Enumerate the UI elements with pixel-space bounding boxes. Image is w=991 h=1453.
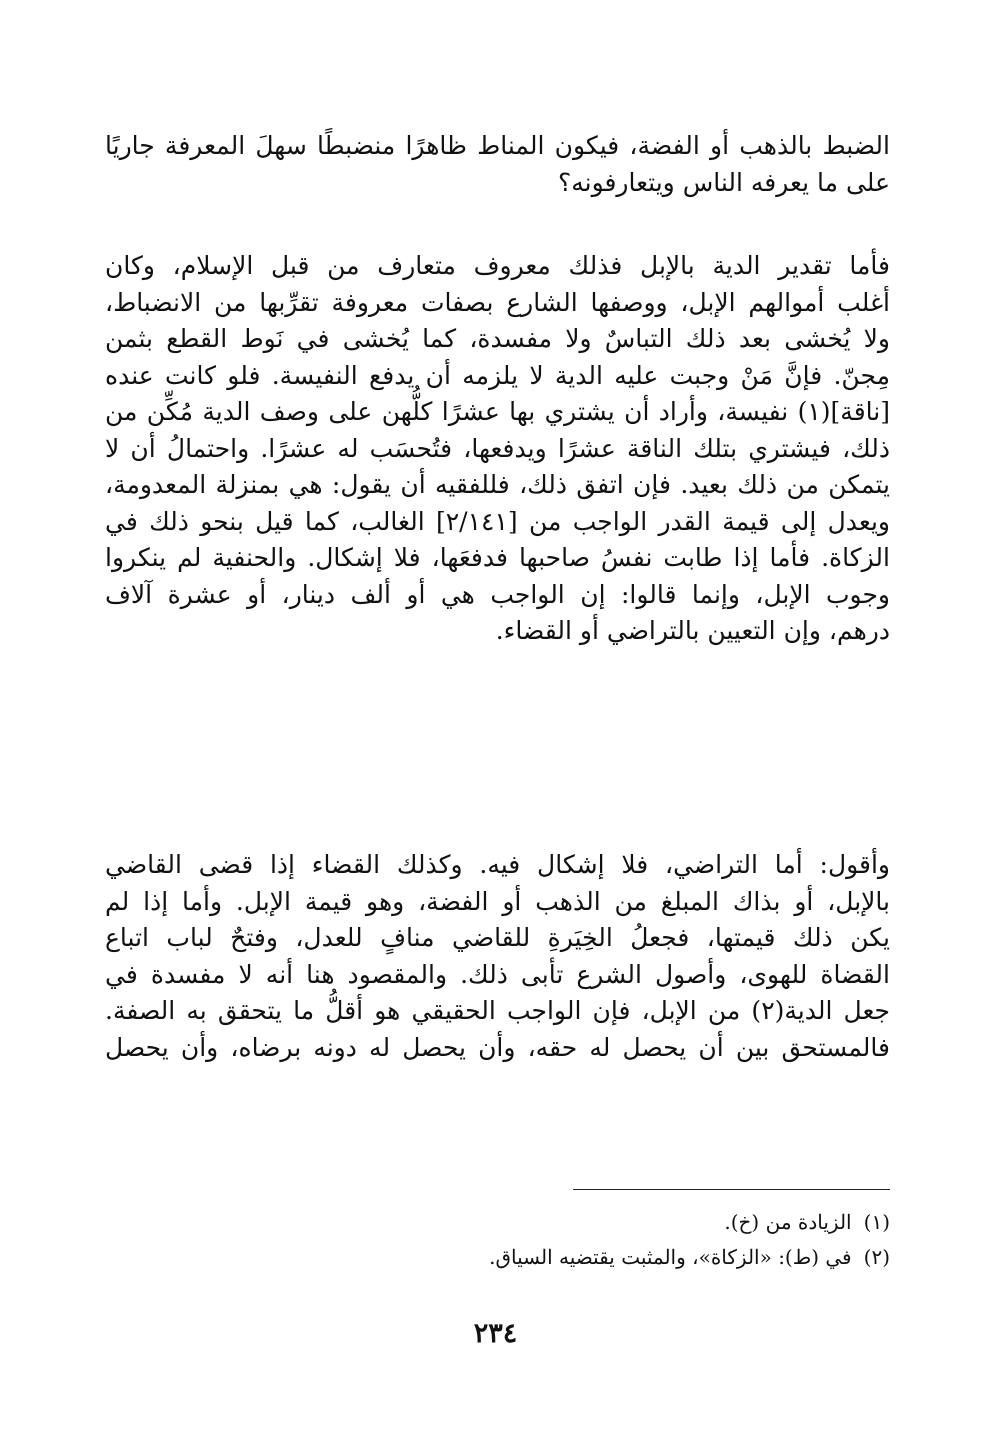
footnote-number: (٢) xyxy=(863,1245,890,1269)
text-line: فالمستحق بين أن يحصل له حقه، وأن يحصل له دونه برضاه، وأن يحصل xyxy=(105,1032,890,1062)
text-line: مِجنّ. فإنَّ مَنْ وجبت عليه الدية لا يلزمه أن يدفع النفيسة. فلو كانت عنده xyxy=(105,360,890,390)
text-line: جعل الدية(٢) من الإبل، فإن الواجب الحقيقي هو أقلُّ ما يتحقق به الصفة. xyxy=(105,996,891,1025)
text-line: ويعدل إلى قيمة القدر الواجب من [٢/١٤١] الغالب، كما قيل بنحو ذلك في xyxy=(105,506,890,536)
footnote-number: (١) xyxy=(863,1210,890,1234)
text-line: القضاة للهوى، وأصول الشرع تأبى ذلك. والمقصود هنا أنه لا مفسدة في xyxy=(105,959,890,989)
footnote-divider xyxy=(573,1189,890,1190)
footnotes xyxy=(105,1205,890,1275)
text-line: الزكاة. فأما إذا طابت نفسُ صاحبها فدفعَها، فلا إشكال. والحنفية لم ينكروا xyxy=(105,543,890,572)
text-line: أغلب أموالهم الإبل، ووصفها الشارع بصفات معروفة تقرِّبها من الانضباط، xyxy=(105,287,890,317)
text-line: يتمكن من ذلك بعيد. فإن اتفق ذلك، فللفقيه أن يقول: هي بمنزلة المعدومة، xyxy=(105,470,890,499)
paragraph-3 xyxy=(105,847,890,1066)
text-line: فأما تقدير الدية بالإبل فذلك معروف متعارف من قبل الإسلام، وكان xyxy=(105,251,890,280)
text-line: بالإبل، أو بذاك المبلغ من الذهب أو الفضة، وهو قيمة الإبل. وأما إذا لم xyxy=(105,886,890,916)
paragraph-2 xyxy=(105,248,890,650)
text-line: وأقول: أما التراضي، فلا إشكال فيه. وكذلك القضاء إذا قضى القاضي xyxy=(105,850,890,879)
footnote-1 xyxy=(105,1205,890,1240)
text-line: يكن ذلك قيمتها، فجعلُ الخِيَرةِ للقاضي منافٍ للعدل، وفتحٌ لباب اتباع xyxy=(105,923,890,952)
footnote-text: الزيادة من (خ). xyxy=(724,1210,852,1234)
text-line: وجوب الإبل، وإنما قالوا: إن الواجب هي أو ألف دينار، أو عشرة آلاف xyxy=(105,579,890,609)
text-line: ولا يُخشى بعد ذلك التباسٌ ولا مفسدة، كما يُخشى في نَوط القطع بثمن xyxy=(105,324,890,353)
footnote-text: في (ط): «الزكاة»، والمثبت يقتضيه السياق. xyxy=(489,1245,852,1269)
paragraph-1 xyxy=(105,128,890,201)
page-number: ٢٣٤ xyxy=(473,1318,518,1349)
text-line: [ناقة](١) نفيسة، وأراد أن يشتري بها عشرًا كلُّهن على وصف الدية مُكِّن من xyxy=(105,397,890,426)
text-line: الضبط بالذهب أو الفضة، فيكون المناط ظاهرًا منضبطًا سهلَ المعرفة جاريًا xyxy=(105,131,890,160)
footnote-2 xyxy=(105,1240,890,1275)
text-line: على ما يعرفه الناس ويتعارفونه؟ xyxy=(557,167,890,197)
text-line: ذلك، فيشتري بتلك الناقة عشرًا ويدفعها، فتُحسَب له عشرًا. واحتمالُ أن لا xyxy=(105,433,890,463)
text-line: درهم، وإن التعيين بالتراضي أو القضاء. xyxy=(495,616,890,645)
